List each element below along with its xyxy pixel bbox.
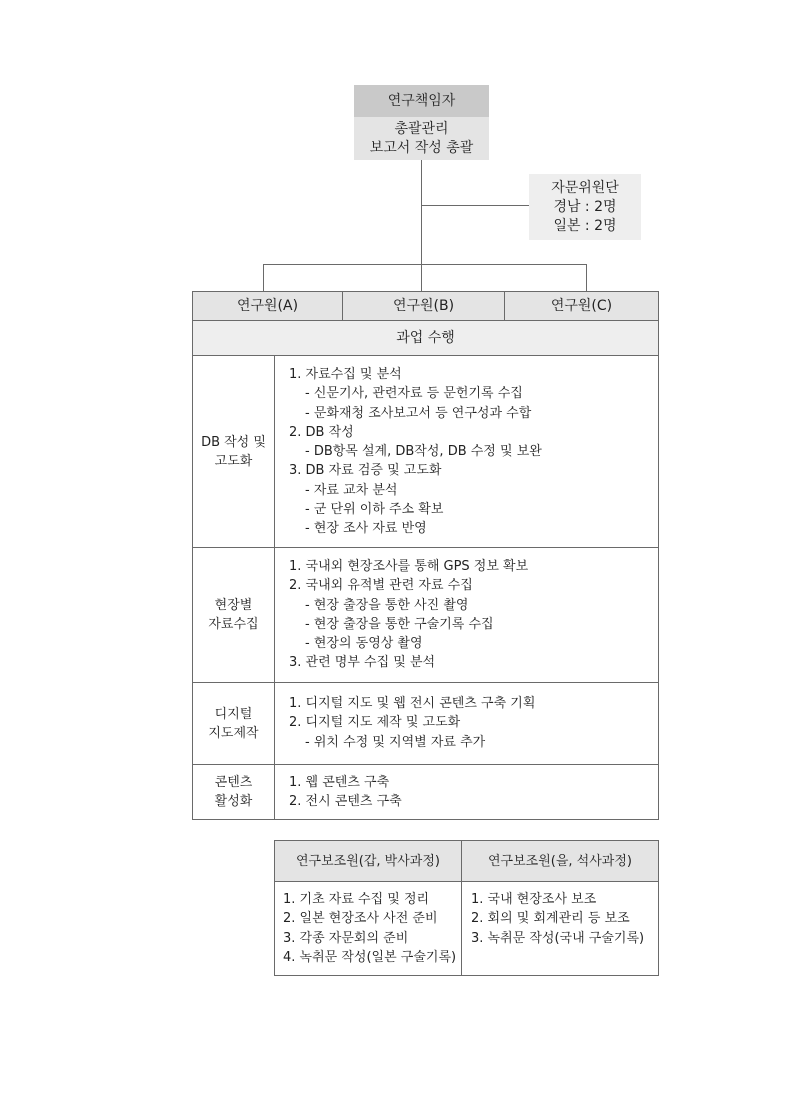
assistant-item: 2. 일본 현장조사 사전 준비 [283,911,438,927]
connector-advisory [421,205,529,206]
task-items-map [289,694,535,752]
advisory-member: 일본 : 2명 [553,217,617,234]
assistant-item: 1. 기초 자료 수집 및 정리 [283,892,430,907]
task-items-db [289,365,542,539]
assistant-item: 3. 녹취문 작성(국내 구술기록) [471,930,645,946]
task-item: 2. DB 작성 [289,424,354,440]
advisory-title: 자문위원단 [551,179,619,196]
task-label-line: 활성화 [214,794,253,809]
task-item: 1. 자료수집 및 분석 [289,367,402,382]
leader-duties-box [354,117,489,160]
task-label-line: 지도제작 [208,725,259,741]
divider [274,356,275,819]
task-subitem: - 군 단위 이하 주소 확보 [305,502,444,518]
task-label-line: 현장별 [214,598,253,613]
assistant-items-a [283,890,456,967]
connector-researcher-c [586,264,587,292]
assistant-header-label: 연구보조원(을, 석사과정) [488,853,632,869]
assistant-item: 4. 녹취문 작성(일본 구술기록) [283,949,457,965]
assistant-header-b [462,841,658,881]
researcher-header-a [193,292,342,320]
divider [504,292,505,320]
task-label-map [193,683,274,764]
task-subitem: - 현장 출장을 통한 구술기록 수집 [305,616,494,632]
task-label-line: 자료수집 [208,617,259,632]
task-subitem: - DB항목 설계, DB작성, DB 수정 및 보완 [305,444,542,460]
leader-duty: 보고서 작성 총괄 [369,139,474,156]
task-label-line: 고도화 [214,453,253,469]
task-item: 2. 디지털 지도 제작 및 고도화 [289,715,461,731]
researcher-label: 연구원(C) [550,297,613,314]
leader-title: 연구책임자 [387,92,456,109]
task-label-content [193,765,274,819]
divider [461,841,462,975]
divider [342,292,343,320]
task-items-field [289,557,528,673]
task-item: 3. 관련 명부 수집 및 분석 [289,655,436,671]
task-item: 1. 웹 콘텐츠 구축 [289,775,390,790]
connector-researcher-a [263,264,264,292]
task-item: 1. 디지털 지도 및 웹 전시 콘텐츠 구축 기획 [289,696,536,711]
task-subitem: - 문화재청 조사보고서 등 연구성과 수합 [305,405,532,421]
tasks-header-label: 과업 수행 [396,329,455,346]
task-subitem: - 자료 교차 분석 [305,482,398,498]
task-items-content [289,773,402,812]
leader-duty: 총괄관리 [394,120,449,137]
researcher-label: 연구원(B) [392,297,455,314]
task-label-db [193,356,274,547]
task-item: 2. 전시 콘텐츠 구축 [289,794,402,810]
assistant-items-b [471,890,644,948]
advisory-member: 경남 : 2명 [553,198,617,215]
task-label-line: 디지털 [214,706,253,722]
task-subitem: - 위치 수정 및 지역별 자료 추가 [305,734,486,750]
task-item: 3. DB 자료 검증 및 고도화 [289,463,442,479]
task-label-field [193,548,274,682]
researcher-label: 연구원(A) [236,297,299,314]
tasks-header [193,321,658,355]
task-subitem: - 현장의 동영상 촬영 [305,636,423,652]
task-subitem: - 현장 출장을 통한 사진 촬영 [305,597,469,613]
researcher-header-c [505,292,658,320]
task-subitem: - 현장 조사 자료 반영 [305,521,427,537]
task-item: 1. 국내외 현장조사를 통해 GPS 정보 확보 [289,559,529,574]
assistant-header-a [275,841,461,881]
task-label-line: DB 작성 및 [201,434,266,450]
task-item: 2. 국내외 유적별 관련 자료 수집 [289,578,473,594]
advisory-box [529,174,641,240]
assistant-header-label: 연구보조원(갑, 박사과정) [296,853,440,869]
assistant-item: 3. 각종 자문회의 준비 [283,930,409,946]
task-subitem: - 신문기사, 관련자료 등 문헌기록 수집 [305,386,523,402]
assistant-item: 2. 회의 및 회계관리 등 보조 [471,911,630,927]
assistant-item: 1. 국내 현장조사 보조 [471,892,597,907]
task-label-line: 콘텐츠 [214,775,253,790]
researcher-header-b [343,292,504,320]
connector-leader-trunk [421,160,422,292]
leader-title-box [354,85,489,117]
connector-researchers-bar [263,264,587,265]
divider [275,881,658,882]
